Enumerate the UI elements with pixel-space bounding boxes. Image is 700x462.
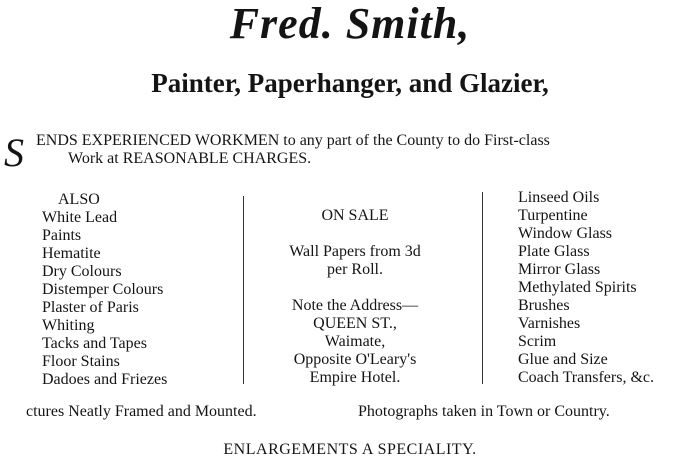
intro-line-2: Work at REASONABLE CHARGES. [68, 150, 312, 167]
list-item: Dry Colours [42, 263, 122, 280]
also-heading: ALSO [58, 191, 100, 208]
list-item: Varnishes [518, 315, 581, 332]
list-item: White Lead [42, 209, 118, 226]
list-item: Methylated Spirits [518, 279, 637, 296]
on-sale-heading: ON SALE [321, 207, 389, 224]
list-item: Paints [42, 227, 82, 244]
list-item: Window Glass [518, 225, 613, 242]
address-label: Note the Address— [291, 297, 419, 314]
list-item: Glue and Size [518, 351, 608, 368]
list-item: Plaster of Paris [42, 299, 139, 316]
list-item: Mirror Glass [518, 261, 601, 278]
list-item: Hematite [42, 245, 101, 262]
list-item: Scrim [518, 333, 557, 350]
list-item: Plate Glass [518, 243, 590, 260]
left-column [42, 191, 167, 389]
address-line-1: QUEEN ST., [313, 315, 397, 332]
list-item: Coach Transfers, &c. [518, 369, 654, 386]
list-item: Distemper Colours [42, 281, 164, 298]
list-item: Tacks and Tapes [42, 335, 147, 352]
right-divider [482, 192, 483, 384]
photographs-note: Photographs taken in Town or Country. [358, 403, 610, 420]
wallpaper-line-1: Wall Papers from 3d [289, 243, 421, 260]
drop-cap: S [4, 130, 24, 175]
address-line-2: Waimate, [324, 333, 386, 350]
list-item: Turpentine [518, 207, 588, 224]
pictures-framed-note: ctures Neatly Framed and Mounted. [26, 403, 257, 420]
list-item: Whiting [42, 317, 95, 334]
wallpaper-line-2: per Roll. [327, 261, 383, 278]
address-line-4: Empire Hotel. [309, 369, 401, 386]
enlargements-note: ENLARGEMENTS A SPECIALITY. [223, 441, 477, 458]
list-item: Linseed Oils [518, 189, 600, 206]
list-item: Brushes [518, 297, 570, 314]
trades-subtitle: Painter, Paperhanger, and Glazier, [151, 68, 549, 98]
intro-line-1: ENDS EXPERIENCED WORKMEN to any part of the County to do First-class [36, 132, 550, 149]
list-item: Floor Stains [42, 353, 120, 370]
list-item: Dadoes and Friezes [42, 371, 168, 388]
middle-column [262, 207, 448, 387]
address-line-3: Opposite O'Leary's [293, 351, 417, 368]
business-name: Fred. Smith, [229, 0, 471, 48]
left-divider [243, 196, 244, 384]
right-column [518, 189, 654, 387]
